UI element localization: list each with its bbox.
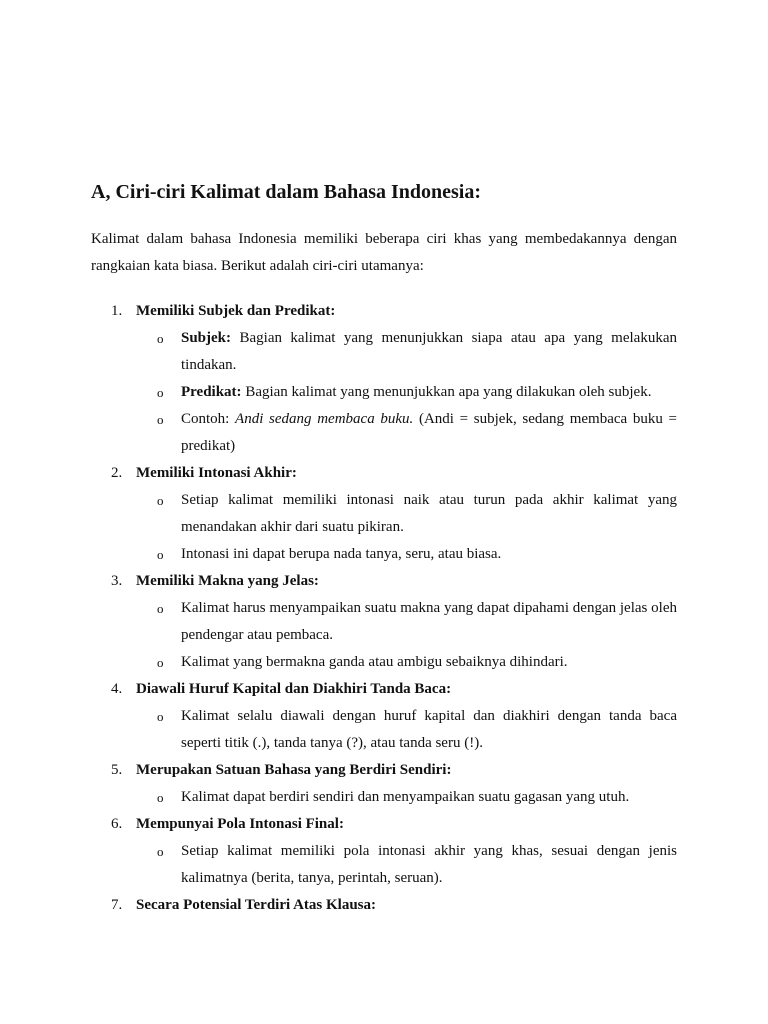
list-item-title: Mempunyai Pola Intonasi Final:: [136, 816, 344, 832]
sub-list: [136, 703, 677, 757]
sub-list-item: [136, 703, 677, 757]
sub-item-text: Kalimat harus menyampaikan suatu makna yang dapat dipahami dengan jelas oleh pendengar atau pembaca.: [181, 600, 677, 643]
sub-list-item: [136, 487, 677, 541]
bullet-marker: o: [157, 547, 164, 562]
list-item: [91, 568, 677, 676]
sub-list-item: [136, 379, 677, 406]
sub-item-text: Kalimat selalu diawali dengan huruf kapital dan diakhiri dengan tanda baca seperti titik (.), tanda tanya (?), atau tanda seru (!).: [181, 708, 677, 751]
bullet-marker: o: [157, 790, 164, 805]
list-item-number: 2.: [111, 465, 123, 481]
bullet-marker: o: [157, 655, 164, 670]
sub-item-text: Intonasi ini dapat berupa nada tanya, seru, atau biasa.: [181, 546, 502, 562]
list-item: [91, 811, 677, 892]
list-item-title: Secara Potensial Terdiri Atas Klausa:: [136, 897, 376, 913]
sub-item-text: (Andi = subjek, sedang membaca buku = predikat): [181, 411, 678, 454]
sub-list: [136, 487, 677, 568]
document-heading: A, Ciri-ciri Kalimat dalam Bahasa Indonesia:: [91, 181, 482, 203]
intro-paragraph: Kalimat dalam bahasa Indonesia memiliki beberapa ciri khas yang membedakannya dengan rangkaian kata biasa. Berikut adalah ciri-ciri utamanya:: [91, 231, 677, 274]
sub-list-item: [136, 541, 677, 568]
sub-item-label: Subjek:: [181, 330, 232, 346]
bullet-marker: o: [157, 709, 164, 724]
sub-list-item: [136, 784, 677, 811]
sub-item-label: Predikat:: [181, 384, 242, 400]
sub-list-item: [136, 649, 677, 676]
list-item-number: 3.: [111, 573, 123, 589]
list-item-number: 5.: [111, 762, 123, 778]
sub-item-text: Setiap kalimat memiliki pola intonasi akhir yang khas, sesuai dengan jenis kalimatnya (berita, tanya, perintah, seruan).: [181, 843, 677, 886]
bullet-marker: o: [157, 493, 164, 508]
sub-list-item: [136, 838, 677, 892]
list-item: [91, 757, 677, 811]
list-item-number: 7.: [111, 897, 123, 913]
sub-item-text: Bagian kalimat yang menunjukkan siapa atau apa yang melakukan tindakan.: [181, 330, 677, 373]
characteristics-list: [91, 298, 677, 919]
list-item: [91, 460, 677, 568]
bullet-marker: o: [157, 331, 164, 346]
list-item: [91, 676, 677, 757]
list-item-number: 6.: [111, 816, 123, 832]
sub-list: [136, 595, 677, 676]
sub-list: [136, 325, 677, 460]
sub-item-text: Kalimat yang bermakna ganda atau ambigu sebaiknya dihindari.: [181, 654, 568, 670]
sub-item-text: Setiap kalimat memiliki intonasi naik atau turun pada akhir kalimat yang menandakan akhir dari suatu pikiran.: [181, 492, 677, 535]
sub-list: [136, 838, 677, 892]
document-page: [91, 178, 677, 919]
bullet-marker: o: [157, 412, 164, 427]
sub-item-text: Kalimat dapat berdiri sendiri dan menyampaikan suatu gagasan yang utuh.: [181, 789, 630, 805]
list-item-title: Memiliki Intonasi Akhir:: [136, 465, 297, 481]
sub-item-prefix: Contoh:: [181, 411, 236, 427]
sub-list: [136, 784, 677, 811]
list-item: [91, 298, 677, 460]
list-item-title: Merupakan Satuan Bahasa yang Berdiri Sendiri:: [136, 762, 452, 778]
list-item-title: Memiliki Makna yang Jelas:: [136, 573, 319, 589]
list-item-number: 4.: [111, 681, 123, 697]
sub-list-item: [136, 406, 677, 460]
sub-list-item: [136, 595, 677, 649]
list-item-title: Memiliki Subjek dan Predikat:: [136, 303, 336, 319]
bullet-marker: o: [157, 385, 164, 400]
sub-list-item: [136, 325, 677, 379]
bullet-marker: o: [157, 601, 164, 616]
list-item: [91, 892, 677, 919]
sub-item-text: Bagian kalimat yang menunjukkan apa yang dilakukan oleh subjek.: [241, 384, 652, 400]
bullet-marker: o: [157, 844, 164, 859]
list-item-number: 1.: [111, 303, 123, 319]
list-item-title: Diawali Huruf Kapital dan Diakhiri Tanda Baca:: [136, 681, 452, 697]
example-sentence: Andi sedang membaca buku.: [235, 411, 414, 427]
